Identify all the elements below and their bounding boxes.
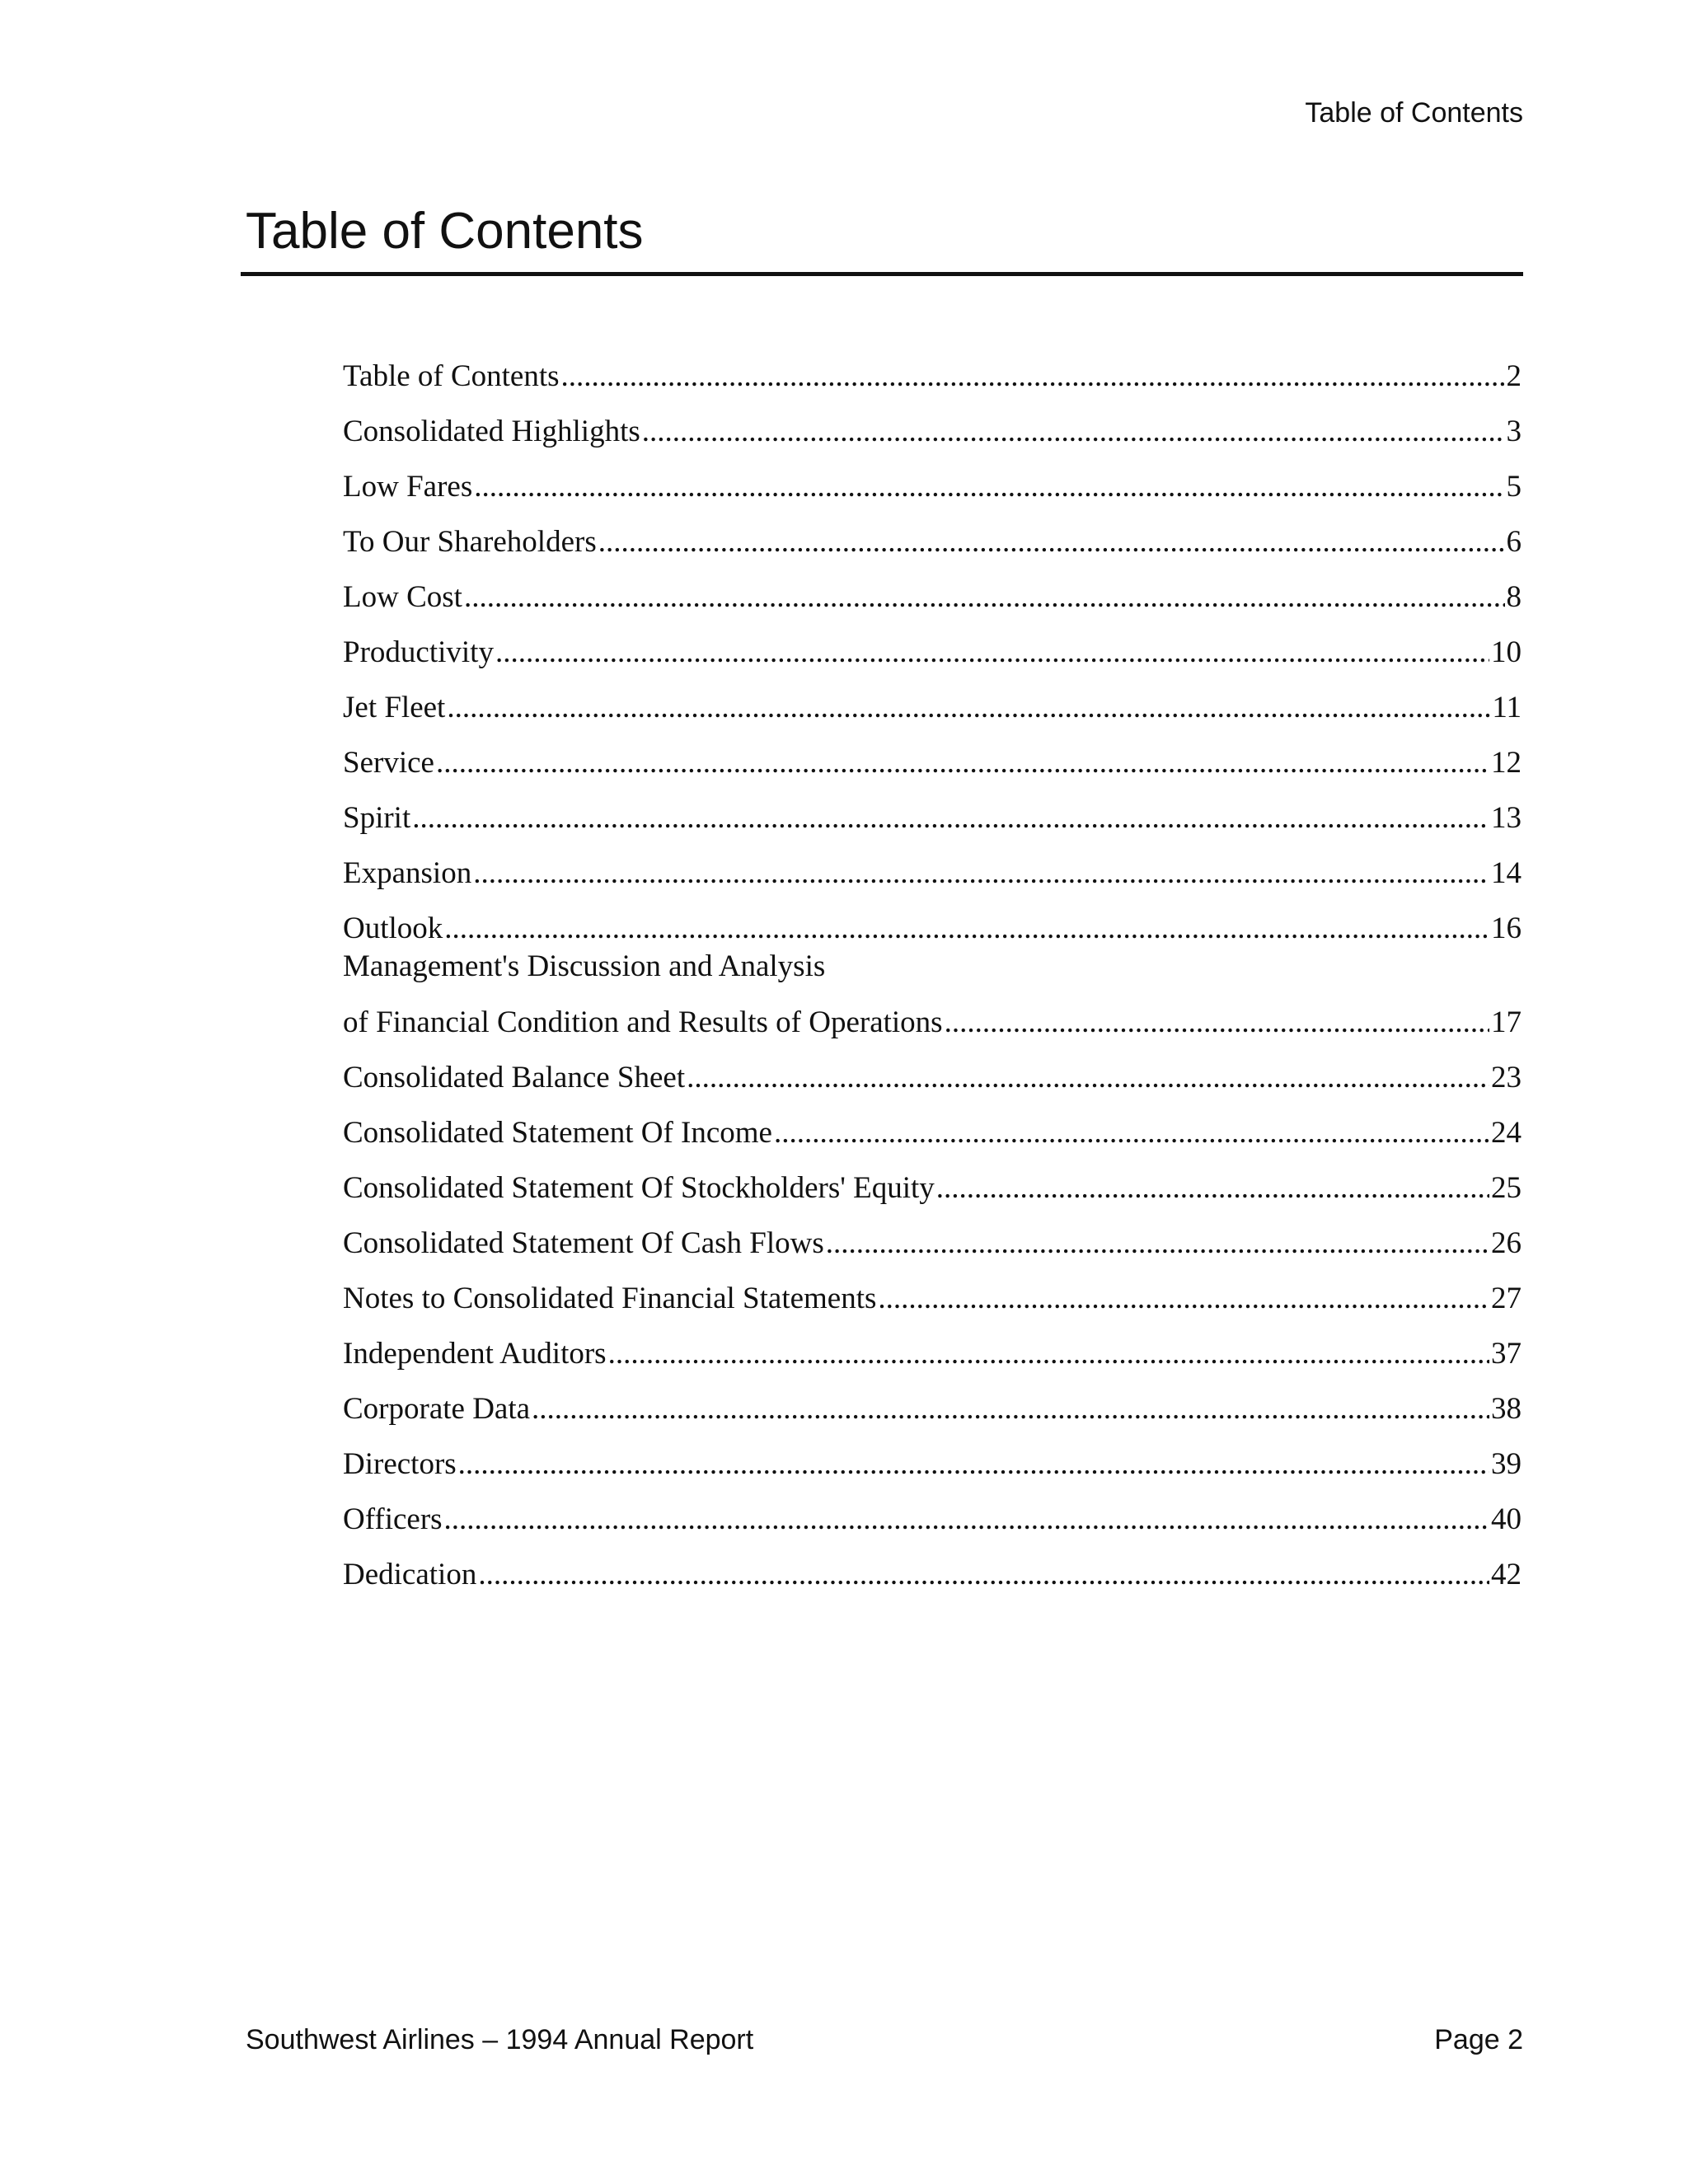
running-header: Table of Contents <box>1305 97 1523 129</box>
toc-entry-page: 25 <box>1491 1171 1522 1205</box>
toc-entry-productivity[interactable] <box>343 616 1522 671</box>
toc-entry-consolidated-highlights[interactable] <box>343 395 1522 450</box>
table-of-contents <box>343 340 1522 1593</box>
footer-page-number: Page 2 <box>1434 2024 1523 2055</box>
toc-entry-title: Dedication <box>343 1558 477 1591</box>
dot-leader <box>436 745 1489 781</box>
toc-entry-page: 39 <box>1491 1447 1522 1481</box>
toc-entry-title: Table of Contents <box>343 359 560 393</box>
toc-entry-page: 38 <box>1491 1392 1522 1426</box>
dot-leader <box>473 855 1489 892</box>
dot-leader <box>532 1391 1489 1427</box>
toc-entry-statement-of-income[interactable] <box>343 1096 1522 1151</box>
dot-leader <box>687 1060 1489 1096</box>
toc-entry-title: Consolidated Statement Of Stockholders' Equity <box>343 1171 935 1205</box>
toc-entry-page: 3 <box>1506 415 1522 448</box>
toc-entry-page: 8 <box>1506 580 1522 614</box>
dot-leader <box>478 1557 1489 1593</box>
toc-entry-page: 5 <box>1506 470 1522 504</box>
toc-entry-title: Low Fares <box>343 470 473 504</box>
toc-entry-title: Outlook <box>343 912 443 945</box>
dot-leader <box>474 469 1504 505</box>
toc-entry-jet-fleet[interactable] <box>343 671 1522 726</box>
toc-entry-page: 37 <box>1491 1337 1522 1371</box>
toc-entry-cash-flows[interactable] <box>343 1207 1522 1262</box>
toc-entry-title: Consolidated Statement Of Cash Flows <box>343 1226 824 1260</box>
dot-leader <box>412 800 1489 837</box>
toc-entry-notes[interactable] <box>343 1262 1522 1317</box>
toc-entry-page: 40 <box>1491 1502 1522 1536</box>
toc-entry-page: 13 <box>1491 801 1522 835</box>
toc-entry-page: 12 <box>1491 746 1522 780</box>
dot-leader <box>495 635 1489 671</box>
toc-entry-page: 17 <box>1491 1005 1522 1039</box>
toc-entry-title: Service <box>343 746 434 780</box>
dot-leader <box>598 524 1505 560</box>
toc-entry-outlook[interactable] <box>343 892 1522 947</box>
toc-entry-title: Expansion <box>343 856 472 890</box>
toc-entry-title: Directors <box>343 1447 457 1481</box>
toc-entry-directors[interactable] <box>343 1427 1522 1483</box>
dot-leader <box>458 1446 1489 1483</box>
toc-entry-expansion[interactable] <box>343 837 1522 892</box>
dot-leader <box>447 690 1490 726</box>
dot-leader <box>561 359 1505 395</box>
toc-entry-page: 14 <box>1491 856 1522 890</box>
toc-entry-title-line1: Management's Discussion and Analysis <box>343 949 826 983</box>
toc-entry-page: 27 <box>1491 1282 1522 1315</box>
toc-entry-low-fares[interactable] <box>343 450 1522 505</box>
toc-entry-title: Low Cost <box>343 580 462 614</box>
toc-entry-title: Officers <box>343 1502 443 1536</box>
toc-entry-title: Spirit <box>343 801 411 835</box>
dot-leader <box>464 579 1505 616</box>
toc-entry-page: 2 <box>1506 359 1522 393</box>
toc-entry-officers[interactable] <box>343 1483 1522 1538</box>
dot-leader <box>444 1502 1489 1538</box>
toc-entry-corporate-data[interactable] <box>343 1372 1522 1427</box>
toc-entry-table-of-contents[interactable] <box>343 340 1522 395</box>
toc-entry-to-our-shareholders[interactable] <box>343 505 1522 560</box>
dot-leader <box>878 1281 1489 1317</box>
toc-entry-title: Jet Fleet <box>343 691 446 724</box>
toc-entry-title: Productivity <box>343 635 494 669</box>
toc-entry-title: To Our Shareholders <box>343 525 597 559</box>
dot-leader <box>826 1226 1489 1262</box>
toc-entry-consolidated-balance-sheet[interactable] <box>343 1041 1522 1096</box>
toc-entry-title: of Financial Condition and Results of Operations <box>343 1005 943 1039</box>
toc-entry-title: Corporate Data <box>343 1392 531 1426</box>
toc-entry-page: 11 <box>1492 691 1522 724</box>
dot-leader <box>642 414 1505 450</box>
toc-entry-title: Consolidated Statement Of Income <box>343 1116 772 1150</box>
title-rule <box>241 272 1523 276</box>
toc-entry-spirit[interactable] <box>343 781 1522 837</box>
toc-entry-service[interactable] <box>343 726 1522 781</box>
footer-publication: Southwest Airlines – 1994 Annual Report <box>246 2024 754 2055</box>
dot-leader <box>945 1005 1489 1041</box>
toc-entry-page: 10 <box>1491 635 1522 669</box>
toc-entry-stockholders-equity[interactable] <box>343 1151 1522 1207</box>
toc-entry-mdna[interactable] <box>343 947 1522 1041</box>
dot-leader <box>444 911 1489 947</box>
toc-entry-low-cost[interactable] <box>343 560 1522 616</box>
page-title: Table of Contents <box>246 203 644 260</box>
toc-entry-dedication[interactable] <box>343 1538 1522 1593</box>
toc-entry-page: 6 <box>1506 525 1522 559</box>
toc-entry-line2 <box>343 986 1522 1041</box>
toc-entry-title: Notes to Consolidated Financial Statements <box>343 1282 877 1315</box>
toc-entry-page: 16 <box>1491 912 1522 945</box>
toc-entry-title: Independent Auditors <box>343 1337 607 1371</box>
dot-leader <box>936 1170 1489 1207</box>
dot-leader <box>774 1115 1489 1151</box>
toc-entry-page: 42 <box>1491 1558 1522 1591</box>
toc-entry-page: 24 <box>1491 1116 1522 1150</box>
toc-entry-title: Consolidated Highlights <box>343 415 640 448</box>
toc-entry-page: 23 <box>1491 1061 1522 1094</box>
toc-entry-title: Consolidated Balance Sheet <box>343 1061 686 1094</box>
dot-leader <box>608 1336 1489 1372</box>
toc-entry-page: 26 <box>1491 1226 1522 1260</box>
toc-entry-independent-auditors[interactable] <box>343 1317 1522 1372</box>
